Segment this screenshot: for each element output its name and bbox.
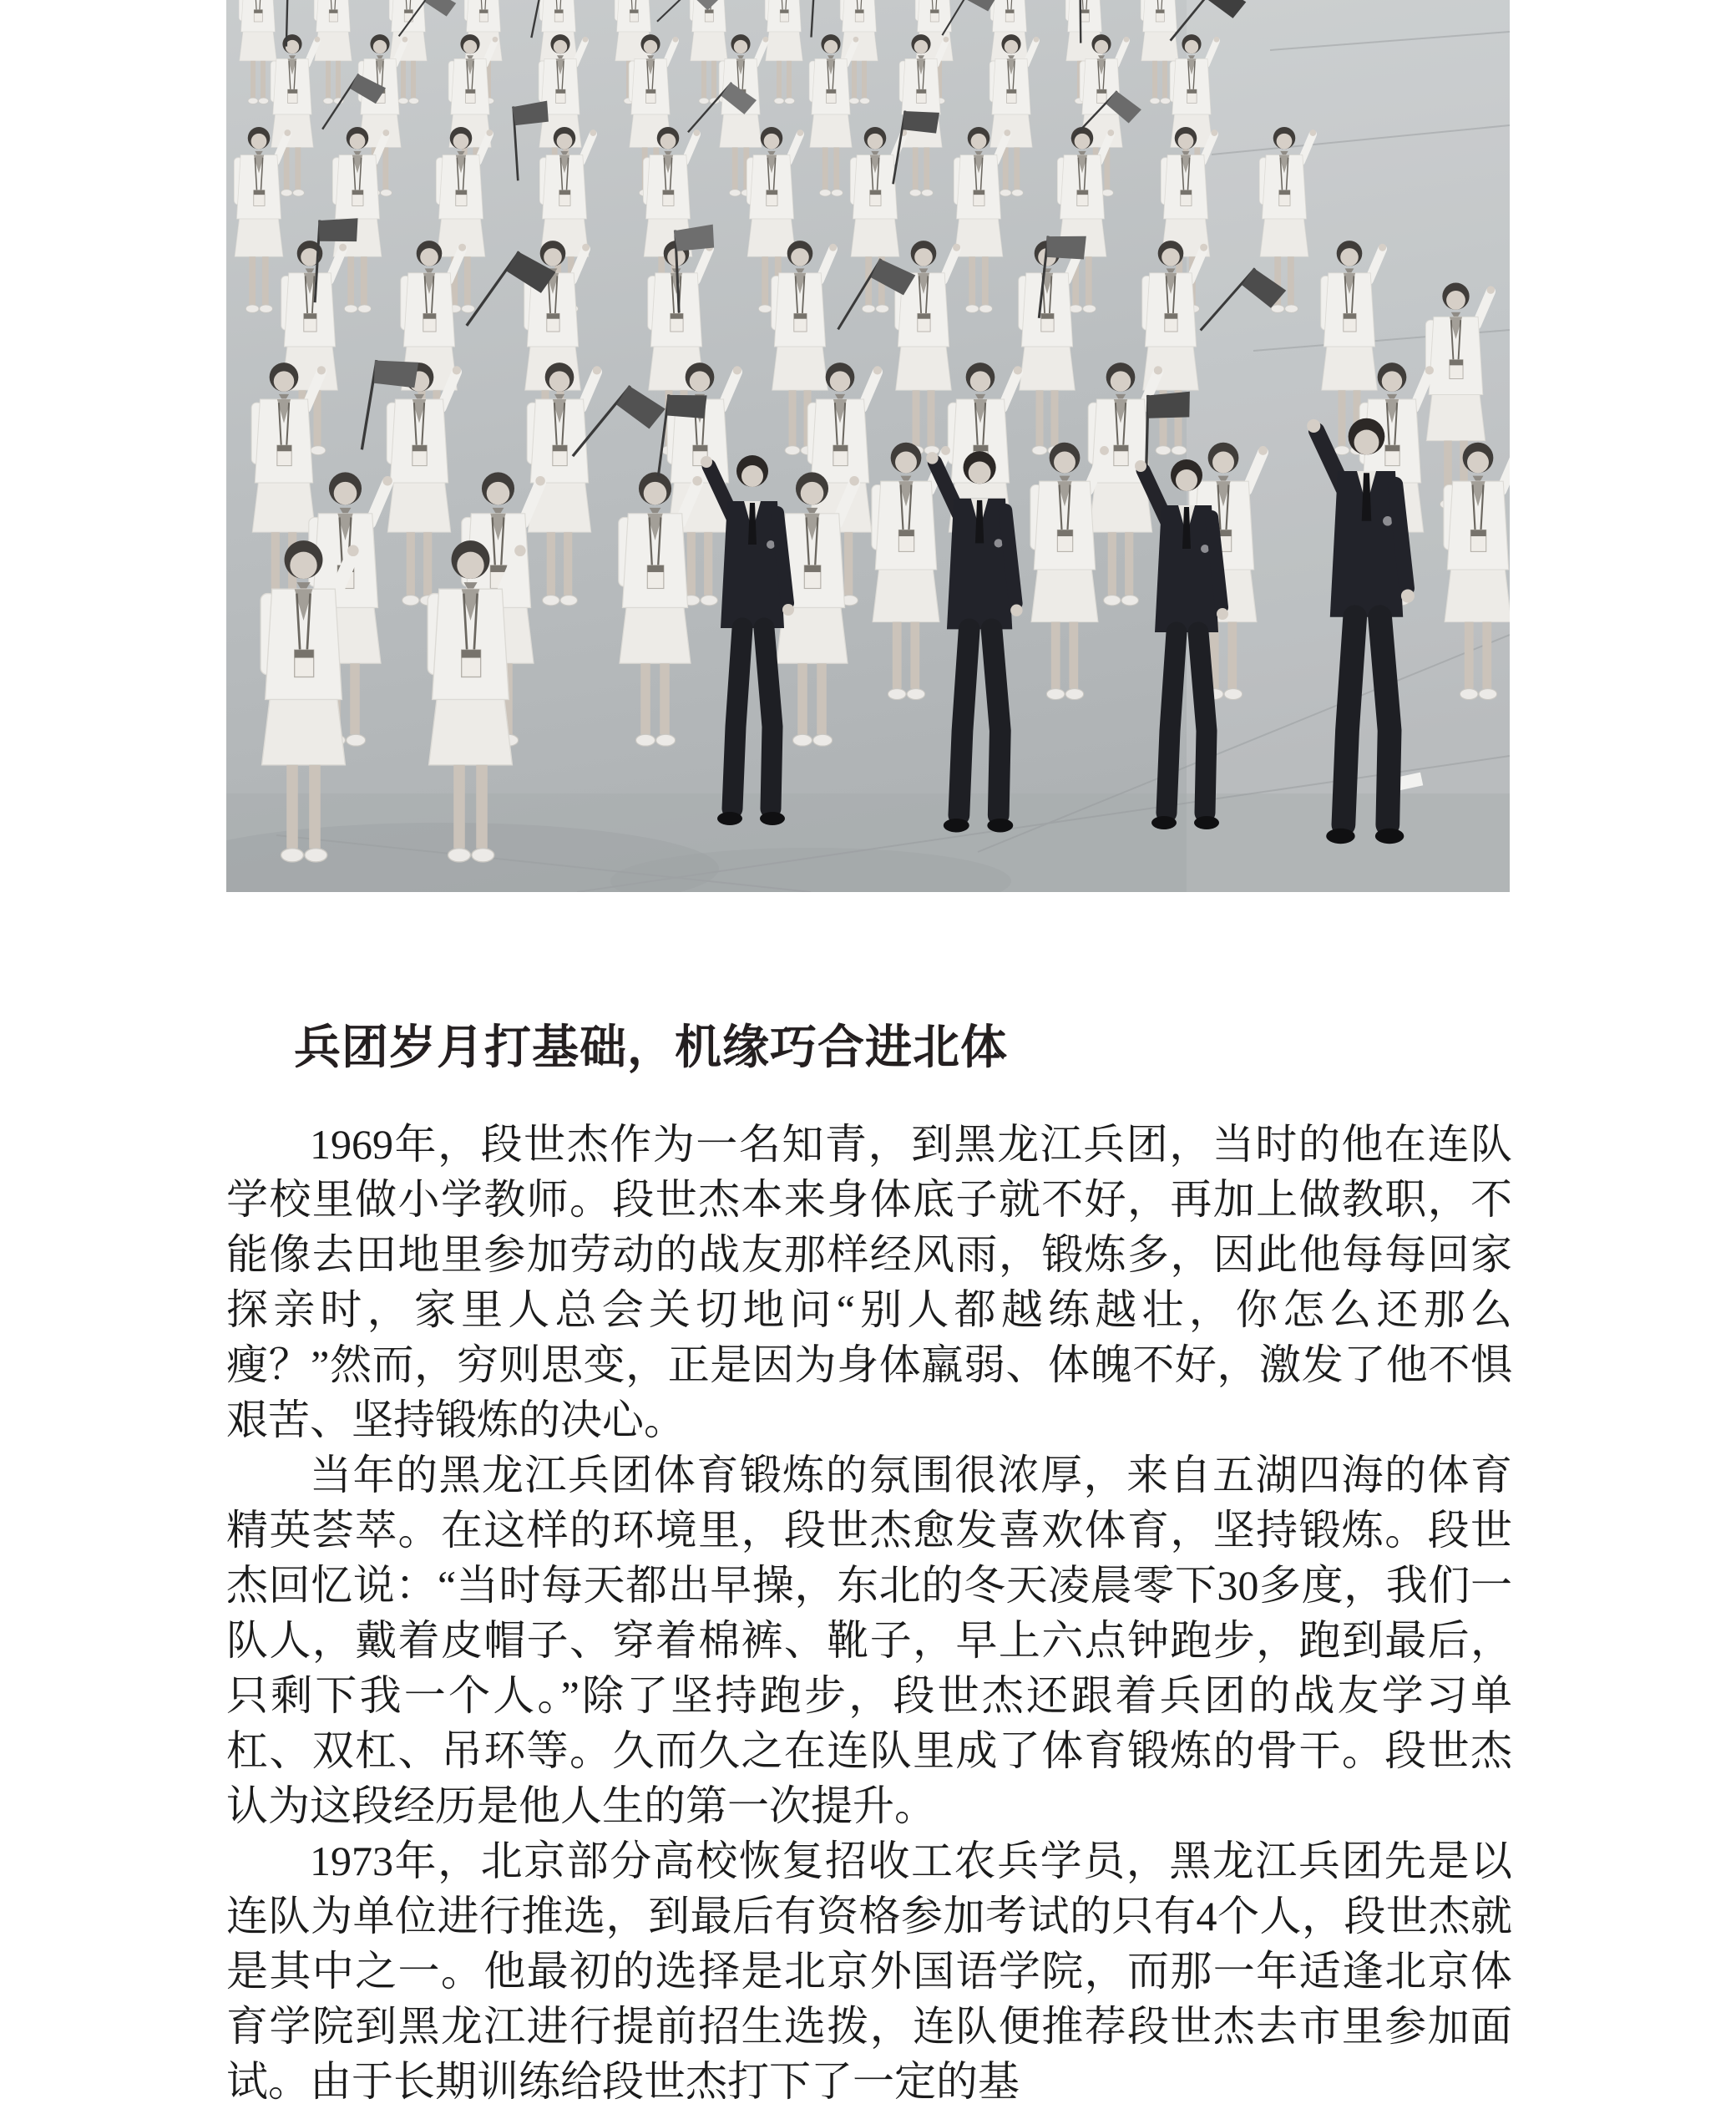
body-text: [226, 1117, 1512, 2109]
delegation-photo: [226, 0, 1510, 892]
section-heading: 兵团岁月打基础，机缘巧合进北体: [294, 1021, 1008, 1075]
paragraph: 当年的黑龙江兵团体育锻炼的氛围很浓厚，来自五湖四海的体育精英荟萃。在这样的环境里，段世杰愈发喜欢体育，坚持锻炼。段世杰回忆说：“当时每天都出早操，东北的冬天凌晨零下30多度，我们一队人，戴着皮帽子、穿着棉裤、靴子，早上六点钟跑步，跑到最后，只剩下我一个人。”除了坚持跑步，段世杰还跟着兵团的战友学习单杠、双杠、吊环等。久而久之在连队里成了体育锻炼的骨干。段世杰认为这段经历是他人生的第一次提升。: [226, 1452, 1512, 1829]
photo-illustration: [226, 0, 1510, 892]
paragraph: 1969年，段世杰作为一名知青，到黑龙江兵团，当时的他在连队学校里做小学教师。段世杰本来身体底子就不好，再加上做教职，不能像去田地里参加劳动的战友那样经风雨，锻炼多，因此他每每回家探亲时，家里人总会关切地问“别人都越练越壮，你怎么还那么瘦？”然而，穷则思变，正是因为身体羸弱、体魄不好，激发了他不惧艰苦、坚持锻炼的决心。: [226, 1121, 1512, 1443]
paragraph: 1973年，北京部分高校恢复招收工农兵学员，黑龙江兵团先是以连队为单位进行推选，到最后有资格参加考试的只有4个人，段世杰就是其中之一。他最初的选择是北京外国语学院，而那一年适逢北京体育学院到黑龙江进行提前招生选拨，连队便推荐段世杰去市里参加面试。由于长期训练给段世杰打下了一定的基: [226, 1838, 1512, 2105]
